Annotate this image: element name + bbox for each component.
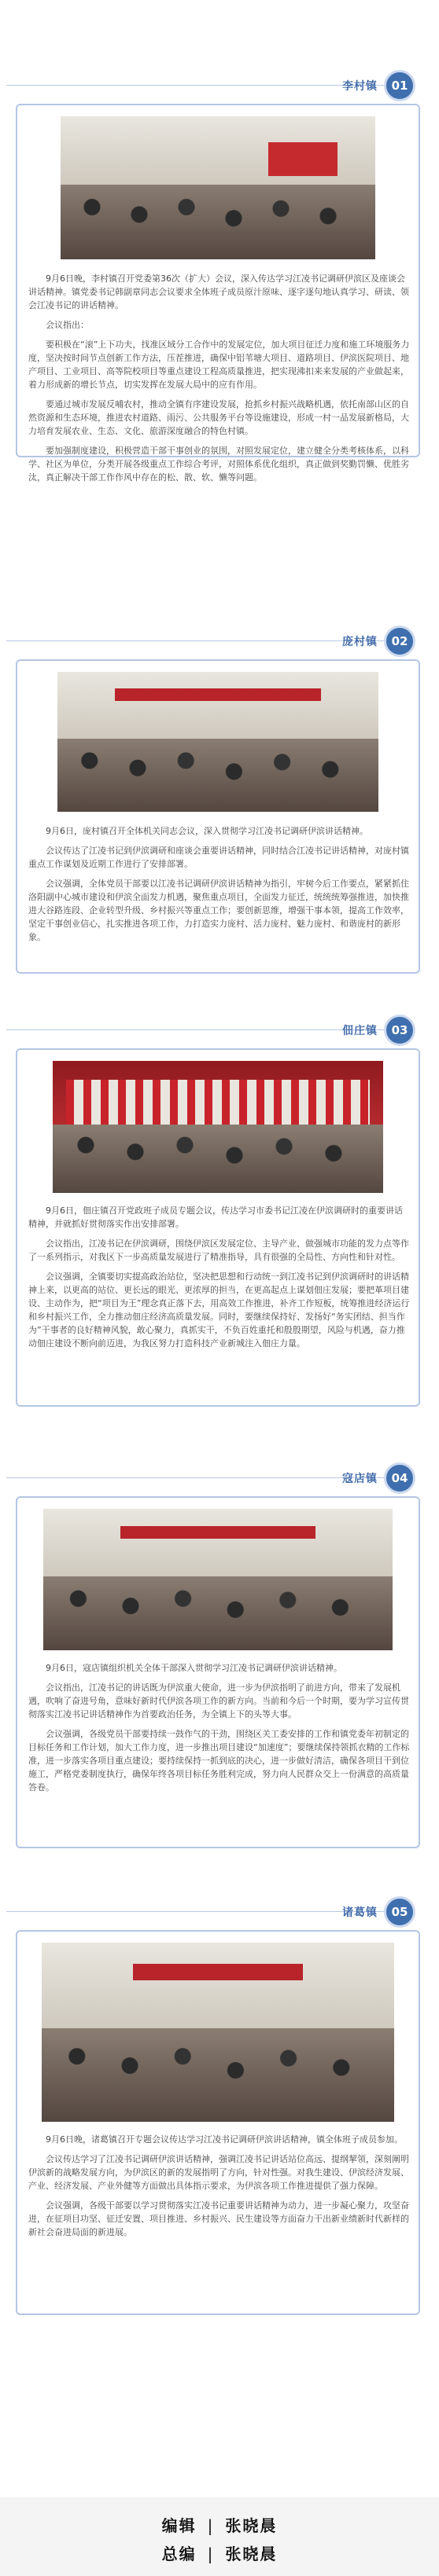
- section-number-badge: 04: [384, 1462, 415, 1494]
- section-header: [342, 69, 415, 102]
- paragraph: 9月6日，寇店镇组织机关全体干部深入贯彻学习江凌书记调研伊滨讲话精神。: [46, 1663, 342, 1673]
- editor-name: 张晓晨: [225, 2516, 278, 2535]
- paragraph: 会议强调，各级干部要以学习贯彻落实江凌书记重要讲话精神为动力，进一步凝心聚力，攻坚奋进，在征项目功坚、征迁安置、项目推进、乡村振兴、民生建设等方面奋力干出新业绩新时代新样的新社会奋进局面的新进展。: [28, 2200, 409, 2237]
- chief-editor-name: 张晓晨: [225, 2545, 278, 2563]
- paragraph: 9月6日晚，李村镇召开党委第36次（扩大）会议，深入传达学习江凌书记调研伊滨区及座谈会讲话精神。镇党委书记韩副章同志会议要求全体班子成员原汁原味、逐字逐句地认真学习、研读、领会江凌书记的讲话精神。: [28, 273, 409, 310]
- credit-separator: |: [207, 2545, 215, 2563]
- section-card: [16, 1496, 420, 1848]
- paragraph: 会议指出，江凌书记的讲话既为伊滨重大使命，进一步为伊滨指明了前进方向，带来了发展机遇，吹响了奋进号角，意味好新时代伊滨各项工作的新方向。当前和今后一个时期，要为学习宣传贯彻落实江凌书记讲话精神作为首要政治任务，为全镇上下的头等大事。: [28, 1682, 409, 1719]
- chief-editor-credit: [0, 2541, 439, 2564]
- section-dianzhuang: [0, 1014, 439, 1454]
- paragraph: 会议传达学习了江凌书记调研伊滨讲话精神，强调江凌书记讲话站位高远、提纲挈领，深刻阐明伊滨新的战略发展方向，为伊滨区的新的发展指明了方向，针对性强。对我生建设、伊滨经济发展、产业、经济发展、产业外健等方面做出具体指示要求，为伊滨各项工作推进提供了强力保障。: [28, 2154, 409, 2191]
- meeting-photo: [42, 1943, 394, 2122]
- paragraph: 会议强调，全体党员干部要以江凌书记调研伊滨讲话精神为指引，牢树今后工作要点，紧紧抓住洛阳副中心城市建设和伊滨全面发力机遇，聚焦重点项目，全面发力征迁，统统统筹强推进，加快推进大谷路连段、企业转型升级、乡村振兴等重点工作；要创新思维，增强干事本领，提高工作效率，坚定干事创业信心，扎实推进各项工作，力打造实力庞村、活力庞村、魅力庞村、和谐庞村的新形象。: [28, 879, 409, 942]
- section-title: 庞村镇: [342, 636, 378, 648]
- section-licun: [0, 69, 439, 483]
- section-header: [342, 1462, 415, 1495]
- section-divider: [6, 1477, 395, 1478]
- section-zhuge: [0, 1895, 439, 2336]
- editor-label: 编辑: [161, 2516, 197, 2535]
- section-text: [28, 2133, 411, 2245]
- section-header: [342, 1014, 415, 1047]
- section-card: [16, 659, 420, 974]
- section-card: [16, 104, 420, 483]
- meeting-photo: [43, 1509, 393, 1650]
- section-text: [28, 1661, 411, 1800]
- paragraph: 要积极在“滚”上下功夫，找准区域分工合作中的发展定位，加大项目征迁力度和施工环境服务力度，坚决按时间节点创新工作方法，压茬推进，确保中铝苇塘大项目、道路项目、伊滨医院项目、地产项目、工业项目、高等院校项目等重点建设工程高质量推进，把实现沸扣来来发展的产业做起来，着力形成新的增长节点，切实发挥在发展大局中的应有作用。: [28, 339, 410, 390]
- section-number-badge: 05: [384, 1896, 415, 1928]
- section-pangcun: [0, 625, 439, 971]
- section-card: [16, 1930, 420, 2315]
- paragraph: 会议指出，江凌书记在伊滨调研，围绕伊滨区发展定位、主导产业、做强城市功能的发力点等作了一系列指示，对我区下一步高质量发展进行了精准指导，具有很强的全局性、方向性和针对性。: [28, 1238, 409, 1262]
- credit-separator: |: [207, 2516, 215, 2535]
- paragraph: 会议强调，各级党员干部要持续一鼓作气的干劲，围绕区关工委安排的工作和镇党委年初制定的目标任务和工作计划，加大工作力度，进一步推出项目建设“加速度”；要继续保持领抓衣精的工作标准，进一步落实各项目重点建设；要持续保持一抓到底的决心，进一步做好清洁，确保各项目干到位施工，严格党委制度执行，确保年终各项目标任务胜利完成，努力向人民群众交上一份满意的高质量答卷。: [28, 1729, 410, 1793]
- section-text: [28, 824, 411, 950]
- section-number-badge: 02: [384, 626, 415, 657]
- section-header: [342, 1895, 415, 1928]
- section-text: [28, 272, 411, 490]
- paragraph: 9月6日，庞村镇召开全体机关同志会议，深入贯彻学习江凌书记调研伊滨讲话精神。: [46, 826, 368, 836]
- paragraph: 9月6日晚，诸葛镇召开专题会议传达学习江凌书记调研伊滨讲话精神，镇全体班子成员参加。: [46, 2134, 403, 2145]
- section-koudian: [0, 1462, 439, 1902]
- section-divider: [6, 1029, 395, 1030]
- section-title: 寇店镇: [342, 1473, 378, 1485]
- section-title: 佃庄镇: [342, 1025, 378, 1037]
- section-card: [16, 1048, 420, 1407]
- section-number-badge: 03: [384, 1015, 415, 1046]
- editor-credit: [0, 2513, 439, 2536]
- paragraph: 会议指出：: [46, 320, 89, 330]
- paragraph: 会议强调，全镇要切实提高政治站位，坚决把思想和行动统一到江凌书记到伊滨调研时的讲话精神上来，以更高的站位、更长远的眼光、更浓厚的担当，在更高起点上谋划佃庄发展；要把革项目建设、主动作为，把“项目为王”理念真正落下去，用高效工作推进，补齐工作短板，统筹推进经济运行和乡村振兴工作，全力推动佃庄经济高质量发展。同时，要继续保持好、发扬好“务实团结、担当作为”干事者的良好精神风貌，敢心聚力，真抓实干，不负百姓重托和殷殷期望，风险与机遇，奋力推动佃庄建设不断向前迈进，为我区努力打造科技产业新城注入佃庄力量。: [28, 1271, 410, 1349]
- section-divider: [6, 1911, 395, 1912]
- section-title: 诸葛镇: [342, 1906, 378, 1919]
- section-header: [342, 625, 415, 658]
- footer: [0, 2497, 439, 2576]
- section-text: [28, 1204, 411, 1356]
- meeting-photo: [53, 1061, 383, 1193]
- paragraph: 会议传达了江凌书记到伊滨调研和座谈会重要讲话精神，同时结合江凌书记讲话精神，对庞村镇重点工作谋划及近期工作进行了安排部署。: [28, 846, 409, 869]
- section-divider: [6, 640, 395, 641]
- paragraph: 要通过城市发展反哺农村，推动全镇有序建设发展，抢抓乡村振兴战略机遇，依托南部山区的自然资源和生态环境，推进农村道路、雨污、公共服务平台等设施建设，形成一村一品发展新格局，大力培育发展农业、生态、文化、旅游深度融合的特色村镇。: [28, 399, 409, 436]
- section-divider: [6, 85, 395, 86]
- paragraph: 9月6日，佃庄镇召开党政班子成员专题会议，传达学习市委书记江凌在伊滨调研时的重要讲话精神，并就抓好贯彻落实作出安排部署。: [28, 1205, 403, 1229]
- section-number-badge: 01: [384, 70, 415, 101]
- chief-editor-label: 总编: [161, 2545, 197, 2563]
- section-title: 李村镇: [342, 80, 378, 93]
- meeting-photo: [57, 672, 378, 812]
- paragraph: 要加强制度建设，积极营造干部干事创业的氛围，对照发展定位，建立健全分类考核体系，以科学、社区为单位，分类开展各级重点工作综合考评，对照体系优化组织，真正做到奖勤罚懒、优胜劣汰，真正解决干部工作作风中存在的松、散、软、懒等问题。: [28, 446, 409, 483]
- meeting-photo: [61, 116, 375, 259]
